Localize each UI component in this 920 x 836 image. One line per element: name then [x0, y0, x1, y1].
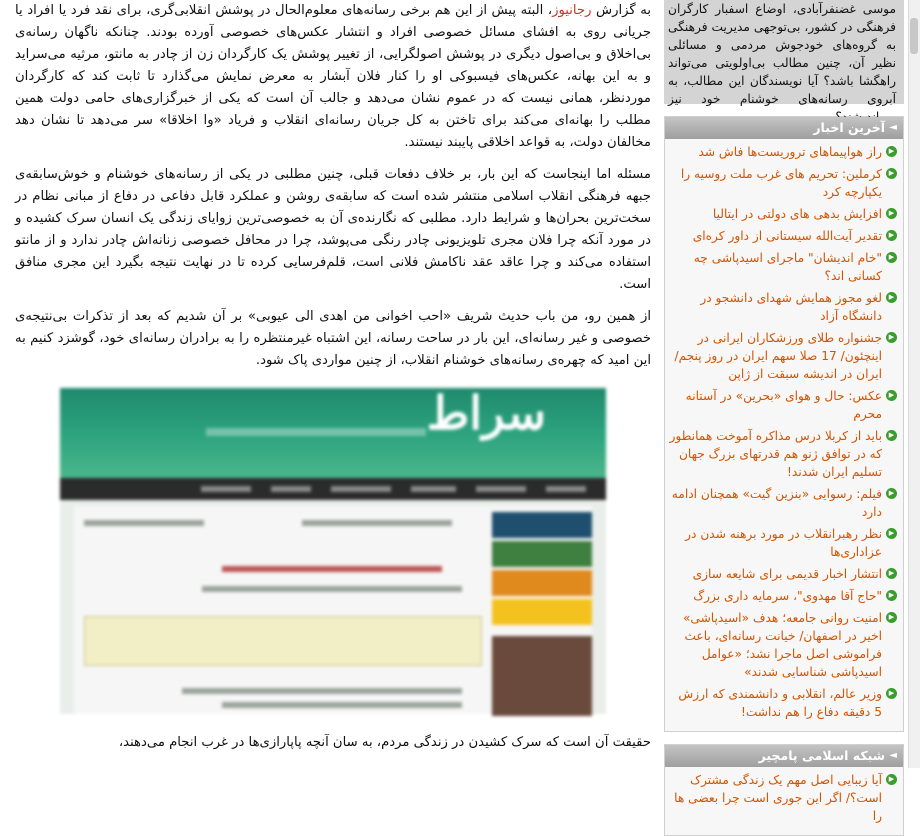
news-item[interactable] — [669, 427, 897, 481]
news-item-link[interactable]: انتشار اخبار قدیمی برای شایعه سازی — [692, 567, 882, 581]
screenshot-photo — [492, 636, 592, 716]
screenshot-notice-box — [84, 616, 482, 666]
news-item[interactable] — [669, 289, 897, 325]
news-item-link[interactable]: راز هواپیماهای تروریست‌ها فاش شد — [698, 145, 882, 159]
header-arrow-icon: ◄ — [889, 122, 897, 133]
article-paragraph-2: مسئله اما اینجاست که این بار، بر خلاف دفعات قبلی، چنین مطلبی در یکی از رسانه‌های خوشنام و خوش‌سابقه‌ی جبهه فرهنگی انقلاب اسلامی منتشر شده است که سابقه‌ی روشن و عملکرد قابل دفاعی در دفاع از مبانی نظام در سخت‌ترین بحران‌ها و شرایط دارد. مطلبی که نگارنده‌ی آن به خصوصی‌ترین زوایای زندگی یک انسان سرک کشیده و در مورد آنکه چرا فلان مجری تلویزیونی چادر رنگی می‌پوشد، چرا در محافل خصوصی زنانه‌اش چادر ندارد و از مانتو استفاده می‌کند و چرا عاقد عقد ناکامش فلانی است، قلم‌فرسایی کرده تا در نهایت نتیجه بگیرد این مجری منافق است. — [15, 167, 651, 292]
scrollbar-thumb[interactable] — [910, 18, 918, 54]
news-item[interactable] — [669, 329, 897, 383]
news-item-link[interactable]: عکس: حال و هوای «بحرین» در آستانه محرم — [685, 389, 882, 421]
bullet-icon: ▶ — [886, 230, 897, 241]
news-item-link[interactable]: فیلم: رسوایی «بنزین گیت» همچنان ادامه دارد — [671, 487, 882, 519]
latest-news-header — [665, 117, 903, 139]
bullet-icon: ▶ — [886, 146, 897, 157]
network-header — [665, 745, 903, 767]
news-item-link[interactable]: وزیر عالم، انقلابی و دانشمندی که ارزش 5 دقیقه دفاع را هم نداشت! — [678, 687, 882, 719]
news-item-link[interactable]: جشنواره طلای ورزشکاران ایرانی در اینچئون/ 17 صلا سهم ایران در روز پنجم/ایران در اندیشه سبقت از ژاپن — [674, 331, 882, 381]
network-title: شبکه اسلامی پامچیر — [758, 748, 885, 763]
paragraph-text: به گزارش — [591, 3, 651, 18]
news-item[interactable] — [669, 587, 897, 605]
blurred-website-screenshot — [60, 388, 606, 714]
news-item-link[interactable]: تقدیر آیت‌الله سیستانی از داور کره‌ای — [692, 229, 882, 243]
news-item-link[interactable]: نظر رهبرانقلاب در مورد برهنه شدن در عزاداری‌ها — [685, 527, 882, 559]
header-arrow-icon: ◄ — [889, 750, 897, 761]
bullet-icon: ▶ — [886, 568, 897, 579]
news-item[interactable] — [669, 771, 897, 825]
screenshot-nav — [60, 478, 606, 500]
news-item[interactable] — [669, 165, 897, 201]
article-body — [15, 0, 651, 764]
news-item[interactable] — [669, 485, 897, 521]
news-item[interactable] — [669, 143, 897, 161]
bullet-icon: ▶ — [886, 590, 897, 601]
news-item[interactable] — [669, 609, 897, 681]
sidebar-top-blurb: موسی غضنفرآبادی، اوضاع اسفبار کارگران فرهنگی در کشور، بی‌توجهی مدیریت فرهنگی به گروه‌های خودجوش مردمی و مسائلی نظیر آن، چنین مطالب بی‌اولویتی می‌تواند راهگشا باشد؟ آیا نویسندگان این مطالب، به آبروی رسانه‌های خوشنام خود نیز — [664, 0, 904, 104]
bullet-icon: ▶ — [886, 612, 897, 623]
news-item[interactable] — [669, 387, 897, 423]
news-item-link[interactable]: آیا زیبایی اصل مهم یک زندگی مشترک است؟/ اگر این جوری است چرا بعضی ها را — [674, 773, 882, 823]
news-item-link[interactable]: کرملین: تحریم های غرب ملت روسیه را یکپارچه کرد — [680, 167, 882, 199]
news-item[interactable] — [669, 227, 897, 245]
bullet-icon: ▶ — [886, 528, 897, 539]
bullet-icon: ▶ — [886, 168, 897, 179]
latest-news-box — [664, 116, 904, 732]
latest-news-title: آخرین اخبار — [813, 120, 885, 135]
bullet-icon: ▶ — [886, 208, 897, 219]
bullet-icon: ▶ — [886, 430, 897, 441]
bullet-icon: ▶ — [886, 332, 897, 343]
news-item-link[interactable]: امنیت روانی جامعه؛ هدف «اسیدپاشی» اخیر در اصفهان/ خیانت رسانه‌ای، باعث فراموشی اصل ماجرا نشد؛ «عوامل اسیدپاشی شناسایی شدند» — [682, 611, 882, 679]
bullet-icon: ▶ — [886, 252, 897, 263]
news-item[interactable] — [669, 565, 897, 583]
news-item-link[interactable]: باید از کربلا درس مذاکره آموخت همانطور که در توافق ژنو هم قدرتهای بزرگ جهان تسلیم ایران شدند! — [669, 429, 882, 479]
bullet-icon: ▶ — [886, 774, 897, 785]
sidebar — [664, 0, 904, 836]
screenshot-banner-stripe — [206, 428, 426, 436]
news-item[interactable] — [669, 685, 897, 721]
bullet-icon: ▶ — [886, 390, 897, 401]
news-item-link[interactable]: "حاج آقا مهدوی"، سرمایه داری بزرگ — [693, 589, 882, 603]
latest-news-list — [665, 139, 903, 731]
paragraph-text: ، البته پیش از این هم برخی رسانه‌های معلوم‌الحال در پوشش انقلابی‌گری، برای نقد فرد یا افراد یا جریانی روی به افشای مسائل خصوصی افراد و انتشار عکس‌های خصوصی آورده بودند. چنانکه ناگهان رسانه‌ی بی‌اخلاق و بی‌اصول دیگری در پوشش اصولگرایی، از تغییر پوشش یک کارگردان زن از چادر به مانتو، مرثیه می‌سراید و به این بهانه، عکس‌های فیسبوکی او را کنار فلان آبشار به معرض نمایش می‌گذارد تا ثابت کند که کارگردان موردنظر، همانی نیست که در عموم نشان می‌دهد و جالب آن است که یکی از خبرگزاری‌های حامی دولت همین مطلب را بهانه‌ای می‌کند برای تاختن به کل جریان رسانه‌ای انقلاب و فریاد «وا اخلاقا» سر می‌دهد تا نشان دهد مخالفان دولت، به قواعد اخلاقی پایبند نیستند. — [15, 3, 651, 150]
article-paragraph-4: حقیقت آن است که سرک کشیدن در زندگی مردم، به سان آنچه پاپارازی‌ها در غرب انجام می‌دهند، — [118, 735, 651, 750]
scrollbar[interactable] — [908, 0, 920, 768]
screenshot-logo: سراط — [426, 386, 546, 440]
screenshot-side-boxes — [492, 512, 592, 628]
article-paragraph-3: از همین رو، من باب حدیث شریف «احب اخوانی من اهدی الی عیوبی» بر آن شدیم که بعد از تذکرات بی‌نتیجه‌ی خصوصی و غیر رسانه‌ای، این بار در ساحت رسانه، این اشتباه غیرمنتظره را به برادران رسانه‌ای خود، گوشزد کنیم به این امید که چهره‌ی رسانه‌های خوشنام انقلاب، از چنین مواردی پاک شود. — [15, 309, 651, 368]
screenshot-header — [60, 388, 606, 478]
news-item[interactable] — [669, 525, 897, 561]
news-item-link[interactable]: افزایش بدهی های دولتی در ایتالیا — [712, 207, 882, 221]
network-list — [665, 767, 903, 835]
news-item-link[interactable]: لغو مجوز همایش شهدای دانشجو در دانشگاه آزاد — [700, 291, 882, 323]
screenshot-content — [74, 506, 592, 714]
bullet-icon: ▶ — [886, 488, 897, 499]
bullet-icon: ▶ — [886, 292, 897, 303]
network-box — [664, 744, 904, 836]
bullet-icon: ▶ — [886, 688, 897, 699]
news-item[interactable] — [669, 205, 897, 223]
news-item-link[interactable]: "خام اندیشان" ماجرای اسیدپاشی چه کسانی اند؟ — [693, 251, 882, 283]
article-paragraph-1 — [15, 0, 651, 154]
news-item[interactable] — [669, 249, 897, 285]
source-link[interactable]: رجانیوز — [552, 3, 592, 18]
